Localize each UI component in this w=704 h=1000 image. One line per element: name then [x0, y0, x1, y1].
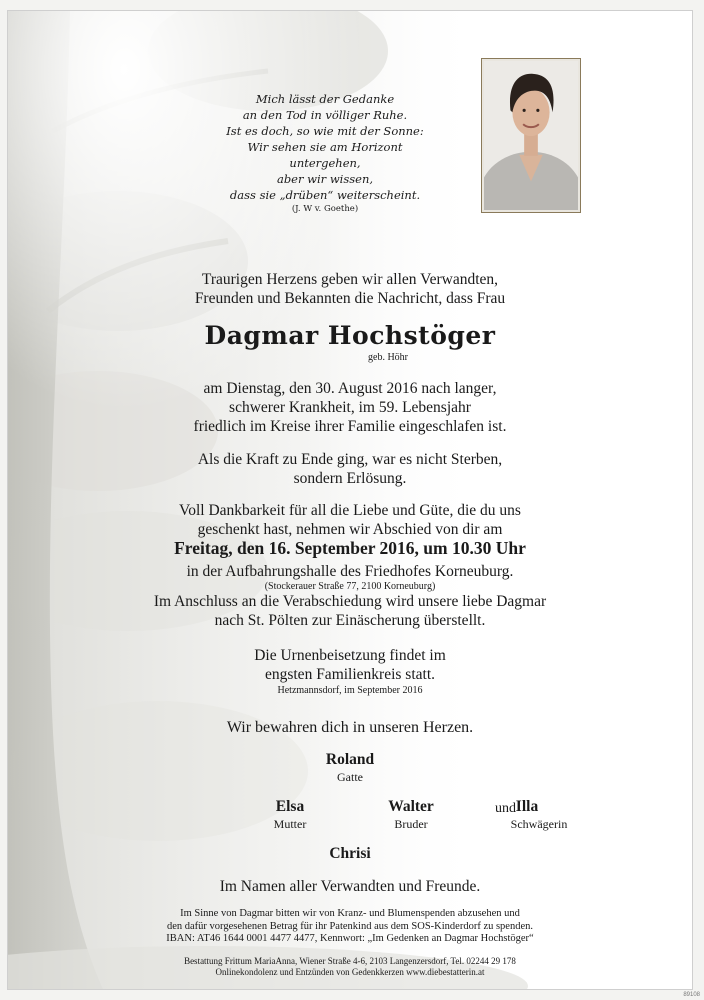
poem-author: (J. W v. Goethe) — [291, 204, 359, 214]
undertaker-address: Bestattung Frittum MariaAnna, Wiener Straße 4-6, 2103 Langenzersdorf, Tel. 02244 29 178 — [184, 956, 516, 966]
farewell-line: Voll Dankbarkeit für all die Liebe und Güte, die du uns — [179, 502, 521, 519]
donation-line: den dafür vorgesehenen Betrag für ihr Patenkind aus dem SOS-Kinderdorf zu spenden. — [166, 920, 534, 932]
urn-line: engsten Familienkreis statt. — [264, 666, 436, 683]
relative-illa-role: Schwägerin — [510, 817, 568, 831]
poem-line: Mich lässt der Gedanke — [255, 92, 395, 106]
relatives-conjunction: und — [495, 801, 516, 816]
deceased-name: Dagmar Hochstöger — [204, 321, 496, 350]
place-date: Hetzmannsdorf, im September 2016 — [277, 685, 423, 696]
quote-line: sondern Erlösung. — [293, 470, 407, 487]
portrait-image — [484, 61, 578, 210]
poem-line: aber wir wissen, — [276, 172, 374, 186]
cremation-line: Im Anschluss an die Verabschiedung wird unsere liebe Dagmar — [153, 593, 547, 610]
poem-line: an den Tod in völliger Ruhe. — [242, 108, 408, 122]
relative-walter-role: Bruder — [394, 817, 428, 831]
death-line: am Dienstag, den 30. August 2016 nach langer, — [203, 380, 497, 397]
funeral-address: (Stockerauer Straße 77, 2100 Korneuburg) — [264, 581, 436, 592]
relative-illa-name: Illa — [515, 798, 539, 815]
intro-line: Freunden und Bekannten die Nachricht, dass Frau — [194, 290, 506, 307]
cremation-line: nach St. Pölten zur Einäscherung überstellt. — [214, 612, 486, 629]
death-notice — [8, 379, 692, 436]
relative-roland-role: Gatte — [337, 770, 363, 784]
death-line: friedlich im Kreise ihrer Familie eingeschlafen ist. — [193, 418, 507, 435]
relative-elsa-name: Elsa — [275, 798, 305, 815]
urn-line: Die Urnenbeisetzung findet im — [254, 647, 446, 664]
print-code: 89108 — [683, 992, 700, 998]
undertaker-info — [8, 956, 692, 978]
undertaker-online: Onlinekondolenz und Entzünden von Gedenkkerzen www.diebestatterin.at — [215, 967, 485, 977]
funeral-date-time: Freitag, den 16. September 2016, um 10.30 Uhr — [174, 538, 526, 558]
donation-request — [8, 908, 692, 946]
obituary-card — [7, 10, 693, 990]
farewell-intro — [8, 501, 692, 539]
cremation-note — [8, 592, 692, 630]
relative-chrisi-name: Chrisi — [329, 845, 371, 862]
death-line: schwerer Krankheit, im 59. Lebensjahr — [229, 399, 471, 416]
relative-walter-name: Walter — [388, 798, 434, 815]
intro-line: Traurigen Herzens geben wir allen Verwandten, — [201, 271, 499, 288]
intro-text — [8, 270, 692, 308]
quote-line: Als die Kraft zu Ende ging, war es nicht Sterben, — [197, 451, 503, 468]
portrait-photo — [481, 58, 581, 213]
funeral-location: in der Aufbahrungshalle des Friedhofes Korneuburg. — [186, 563, 514, 580]
on-behalf-line: Im Namen aller Verwandten und Freunde. — [219, 878, 481, 895]
donation-line: Im Sinne von Dagmar bitten wir von Kranz- und Blumenspenden abzusehen und — [180, 908, 520, 919]
relative-roland-name: Roland — [325, 751, 375, 768]
poem-line: Wir sehen sie am Horizont untergehen, — [247, 140, 403, 170]
poem-line: Ist es doch, so wie mit der Sonne: — [226, 124, 424, 138]
poem — [225, 91, 425, 215]
relative-elsa-role: Mutter — [273, 817, 307, 831]
farewell-line: geschenkt hast, nehmen wir Abschied von dir am — [197, 521, 503, 538]
closing-line: Wir bewahren dich in unseren Herzen. — [226, 719, 474, 736]
donation-iban: IBAN: AT46 1644 0001 4477 4477, Kennwort: „Im Gedenken an Dagmar Hochstöger“ — [166, 933, 534, 944]
poem-line: dass sie „drüben“ weiterscheint. — [229, 188, 421, 202]
birth-name: geb. Höhr — [368, 352, 408, 363]
quote — [8, 450, 692, 488]
urn-burial — [8, 646, 692, 684]
